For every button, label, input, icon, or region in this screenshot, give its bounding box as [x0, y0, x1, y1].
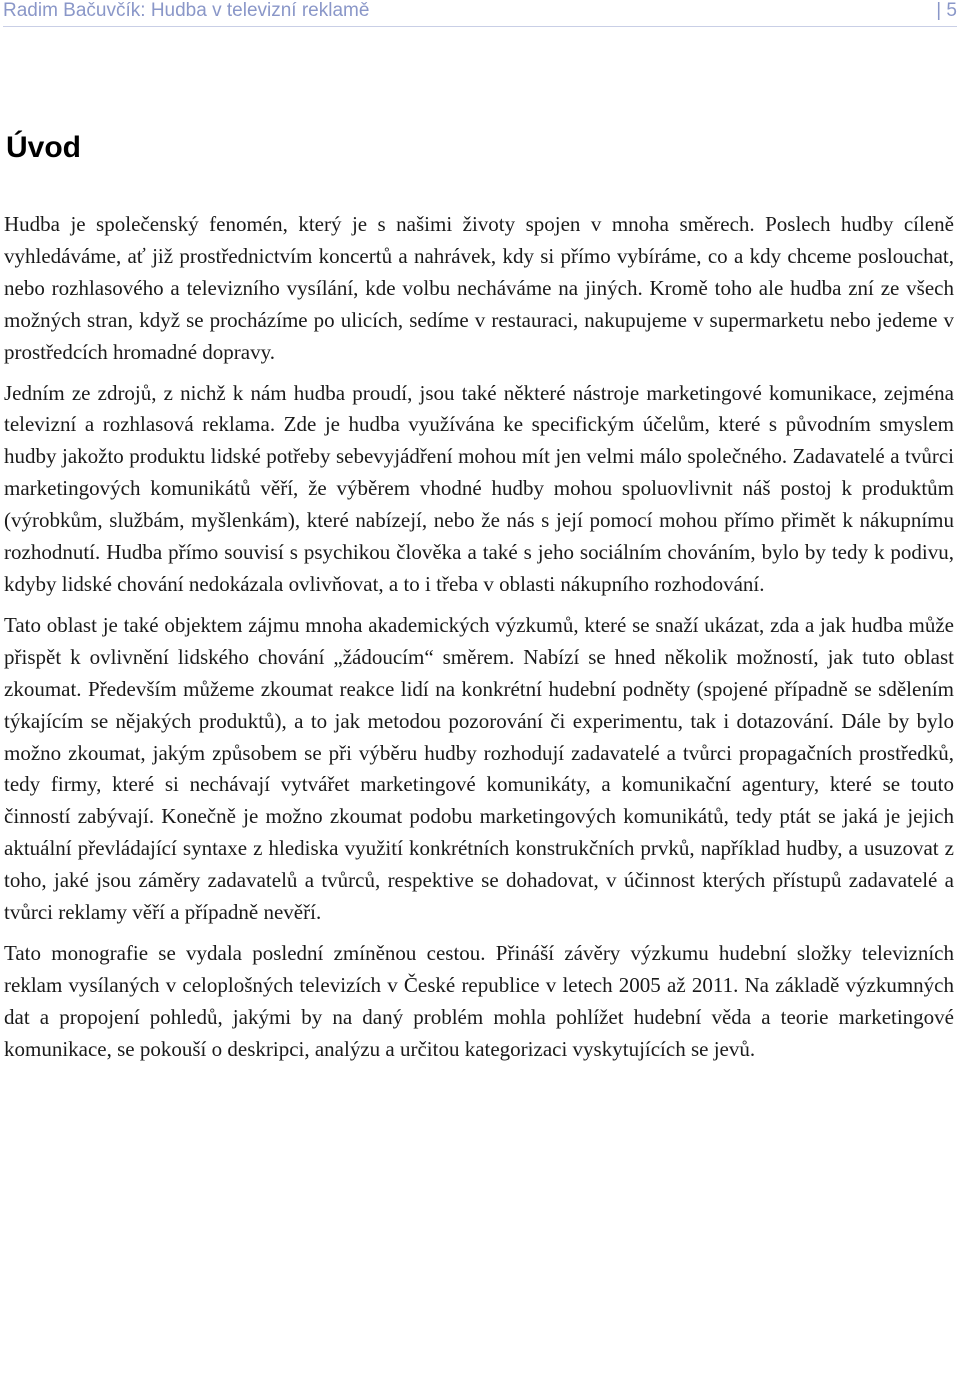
paragraph-4: Tato monografie se vydala poslední zmíněnou cestou. Přináší závěry výzkumu hudební složky televizních reklam vysílaných v celoplošných televizích v České republice v letech 2005 až 2011. Na základě výzkumných dat a propojení pohledů, jakými by na daný problém mohla pohlížet hudební věda a teorie marketingové komunikace, se pokouší o deskripci, analýzu a určitou kategorizaci vyskytujících se jevů. — [4, 940, 954, 1061]
chapter-title: Úvod — [6, 131, 81, 164]
page-number: | 5 — [936, 0, 957, 21]
body-text — [4, 209, 954, 1075]
paragraph-2: Jedním ze zdrojů, z nichž k nám hudba proudí, jsou také některé nástroje marketingové komunikace, zejména televizní a rozhlasová reklama. Zde je hudba využívána ke specifickým účelům, které s původním smyslem hudby jakožto produktu lidské potřeby sebevyjádření mohou mít jen velmi málo společného. Zadavatelé a tvůrci marketingových komunikátů věří, že výběrem vhodné hudby mohou spoluovlivnit náš postoj k produktům (výrobkům, službám, myšlenkám), které nabízejí, nebo že nás s její pomocí mohou přímo přimět k nákupnímu rozhodnutí. Hudba přímo souvisí s psychikou člověka a také s jeho sociálním chováním, bylo by tedy k podivu, kdyby lidské chování nedokázala ovlivňovat, a to i třeba v oblasti nákupního rozhodování. — [4, 380, 954, 596]
paragraph-1: Hudba je společenský fenomén, který je s našimi životy spojen v mnoha směrech. Poslech hudby cíleně vyhledáváme, ať již prostřednictvím koncertů a nahrávek, kdy si přímo vybíráme, co a kdy chceme poslouchat, nebo rozhlasového a televizního vysílání, kde volbu necháváme na jiných. Kromě toho ale hudba zní ze všech možných stran, když se procházíme po ulicích, sedíme v restauraci, nakupujeme v supermarketu nebo jedeme v prostředcích hromadné dopravy. — [4, 212, 954, 364]
paragraph-3: Tato oblast je také objektem zájmu mnoha akademických výzkumů, které se snaží ukázat, zda a jak hudba může přispět k ovlivnění lidského chování „žádoucím“ směrem. Nabízí se hned několik možností, jak tuto oblast zkoumat. Především můžeme zkoumat reakce lidí na konkrétní hudební podněty (spojené případně se sdělením týkajícím se nějakých produktů), a to jak metodou pozorování či experimentu, tak i dotazování. Dále by bylo možno zkoumat, jakým způsobem se při výběru hudby rozhodují zadavatelé a tvůrci propagačních prostředků, tedy firmy, které si nechávají vytvářet marketingové komunikáty, a komunikační agentury, které se touto činností zabývají. Konečně je možno zkoumat podobu marketingových komunikátů, tedy ptát se jaká je jejich aktuální převládající syntaxe z hlediska využití konkrétních konstrukčních prvků, například hudby, a usuzovat z toho, jaké jsou záměry zadavatelů a tvůrců, respektive se dohadovat, v účinnost kterých přístupů zadavatelé a tvůrci reklamy věří a případně nevěří. — [4, 612, 954, 925]
running-header — [3, 0, 957, 24]
header-title: Radim Bačuvčík: Hudba v televizní reklamě — [3, 0, 370, 21]
header-rule — [3, 26, 957, 27]
